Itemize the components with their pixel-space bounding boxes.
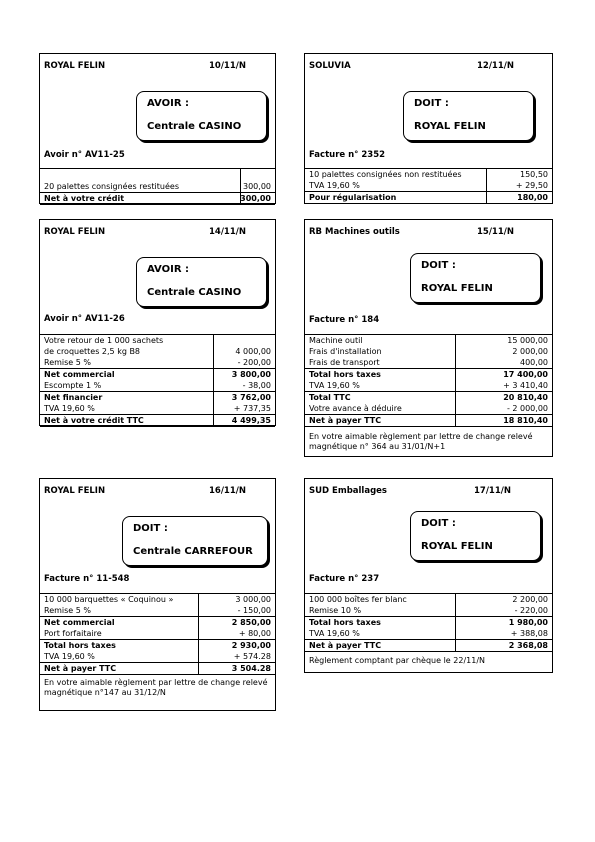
table-row (40, 594, 275, 605)
row-label: TVA 19,60 % (309, 629, 360, 638)
document-header (305, 479, 552, 499)
address-name: Centrale CASINO (147, 121, 242, 132)
row-label: Escompte 1 % (44, 381, 102, 390)
table-row (40, 192, 275, 204)
address-type: DOIT : (133, 523, 168, 534)
row-value: - 2 000,00 (506, 404, 548, 413)
row-value: - 38,00 (242, 381, 271, 390)
table-row (305, 628, 552, 639)
table-row (40, 346, 275, 357)
address-type: AVOIR : (147, 264, 190, 275)
table-row (40, 357, 275, 368)
row-value: + 3 410,40 (503, 381, 548, 390)
table-row (305, 616, 552, 628)
table-row (40, 391, 275, 403)
row-value: 3 762,00 (231, 393, 271, 402)
document-date: 16/11/N (209, 486, 246, 496)
company-name: RB Machines outils (309, 227, 400, 237)
address-type: DOIT : (414, 98, 449, 109)
document-header (305, 220, 552, 240)
row-value: 15 000,00 (507, 336, 548, 345)
document-facture-2352 (304, 53, 553, 204)
row-label: de croquettes 2,5 kg B8 (44, 347, 141, 356)
row-label: Frais de transport (309, 358, 380, 367)
table-row (40, 335, 275, 346)
document-header (305, 54, 552, 74)
row-value: + 80,00 (238, 629, 271, 638)
row-label: Total hors taxes (309, 618, 381, 627)
address-box (410, 511, 541, 561)
table-row (305, 191, 552, 203)
row-label: Net à payer TTC (309, 641, 382, 650)
document-date: 15/11/N (477, 227, 514, 237)
table-row (305, 605, 552, 616)
row-value: + 29,50 (515, 181, 548, 190)
row-label: TVA 19,60 % (309, 381, 360, 390)
document-reference: Avoir n° AV11-26 (44, 314, 125, 324)
document-avoir-av11-26 (39, 219, 276, 426)
row-value: + 737,35 (233, 404, 271, 413)
row-value: 2 930,00 (231, 641, 271, 650)
address-box (403, 91, 534, 141)
table-row (305, 414, 552, 426)
row-value: - 150,00 (237, 606, 271, 615)
table-row (305, 346, 552, 357)
address-box (136, 257, 267, 307)
row-label: Machine outil (309, 336, 363, 345)
row-label: Pour régularisation (309, 193, 397, 202)
table-row (305, 380, 552, 391)
row-label: Net à payer TTC (309, 416, 382, 425)
document-date: 12/11/N (477, 61, 514, 71)
company-name: ROYAL FELIN (44, 61, 106, 71)
table-row (305, 357, 552, 368)
row-label: Remise 5 % (44, 606, 92, 615)
address-type: AVOIR : (147, 98, 190, 109)
row-value: 3 800,00 (231, 370, 271, 379)
table-row (40, 368, 275, 380)
row-label: TVA 19,60 % (44, 404, 95, 413)
table-row (40, 414, 275, 426)
document-reference: Facture n° 237 (309, 574, 380, 584)
company-name: ROYAL FELIN (44, 227, 106, 237)
row-value: + 574.28 (233, 652, 271, 661)
row-label: Net à votre crédit TTC (44, 416, 144, 425)
table-row (305, 180, 552, 191)
row-value: 4 000,00 (235, 347, 271, 356)
row-label: 10 palettes consignées non restituées (309, 170, 462, 179)
document-avoir-av11-25 (39, 53, 276, 204)
table-row (305, 391, 552, 403)
address-type: DOIT : (421, 518, 456, 529)
row-label: Total hors taxes (309, 370, 381, 379)
row-label: Frais d'installation (309, 347, 382, 356)
row-value: 17 400,00 (503, 370, 548, 379)
row-value: 150,50 (520, 170, 548, 179)
amounts-table (305, 593, 552, 652)
row-label: Net commercial (44, 618, 115, 627)
row-value: 2 368,08 (508, 641, 548, 650)
row-label: Total TTC (309, 393, 351, 402)
row-label: 20 palettes consignées restituées (44, 182, 179, 191)
address-box (136, 91, 267, 141)
row-value: 400,00 (520, 358, 548, 367)
table-row (40, 181, 275, 192)
address-box (410, 253, 541, 303)
document-date: 17/11/N (474, 486, 511, 496)
payment-note: En votre aimable règlement par lettre de change relevé magnétique n° 364 au 31/01/N+1 (309, 432, 533, 451)
row-value: 20 810,40 (503, 393, 548, 402)
address-type: DOIT : (421, 260, 456, 271)
row-label: Votre avance à déduire (309, 404, 402, 413)
table-row (305, 403, 552, 414)
row-value: 2 850,00 (231, 618, 271, 627)
row-label: Net à votre crédit (44, 194, 125, 203)
document-date: 10/11/N (209, 61, 246, 71)
company-name: ROYAL FELIN (44, 486, 106, 496)
row-label: Remise 5 % (44, 358, 92, 367)
row-value: 300,00 (243, 182, 271, 191)
row-value: - 200,00 (237, 358, 271, 367)
row-label: Port forfaitaire (44, 629, 102, 638)
address-name: Centrale CARREFOUR (133, 546, 253, 557)
table-row (40, 616, 275, 628)
table-row (40, 628, 275, 639)
document-header (40, 479, 275, 499)
row-value: 300,00 (240, 194, 271, 203)
row-label: 10 000 barquettes « Coquinou » (44, 595, 174, 604)
document-reference: Facture n° 184 (309, 315, 380, 325)
company-name: SUD Emballages (309, 486, 387, 496)
address-name: ROYAL FELIN (414, 121, 486, 132)
row-label: Remise 10 % (309, 606, 362, 615)
company-name: SOLUVIA (309, 61, 351, 71)
table-row (305, 639, 552, 651)
row-label: Votre retour de 1 000 sachets (44, 336, 164, 345)
document-date: 14/11/N (209, 227, 246, 237)
table-row (40, 639, 275, 651)
row-label: Net à payer TTC (44, 664, 117, 673)
row-value: 18 810,40 (503, 416, 548, 425)
document-header (40, 54, 275, 74)
table-row (40, 651, 275, 662)
table-row (305, 594, 552, 605)
row-label: TVA 19,60 % (44, 652, 95, 661)
row-label: Total hors taxes (44, 641, 116, 650)
address-box (122, 516, 268, 566)
payment-note: En votre aimable règlement par lettre de change relevé magnétique n°147 au 31/12/N (44, 678, 268, 697)
row-value: 2 200,00 (512, 595, 548, 604)
document-header (40, 220, 275, 240)
amounts-table (305, 168, 552, 204)
document-facture-237 (304, 478, 553, 673)
table-row (40, 403, 275, 414)
amounts-table (40, 593, 275, 675)
table-row (40, 605, 275, 616)
amounts-table (40, 168, 275, 205)
address-name: ROYAL FELIN (421, 283, 493, 294)
amounts-table (40, 334, 275, 427)
row-label: 100 000 boîtes fer blanc (309, 595, 407, 604)
table-row (305, 368, 552, 380)
row-value: 4 499,35 (231, 416, 271, 425)
row-value: - 220,00 (514, 606, 548, 615)
row-label: Net financier (44, 393, 103, 402)
table-row (305, 169, 552, 180)
table-row (305, 335, 552, 346)
row-value: 2 000,00 (512, 347, 548, 356)
row-value: 3 000,00 (235, 595, 271, 604)
row-value: 180,00 (517, 193, 548, 202)
document-facture-184 (304, 219, 553, 457)
row-label: Net commercial (44, 370, 115, 379)
document-facture-11-548 (39, 478, 276, 711)
document-reference: Facture n° 11-548 (44, 574, 130, 584)
row-value: 3 504.28 (231, 664, 271, 673)
table-row (40, 380, 275, 391)
row-value: + 388,08 (510, 629, 548, 638)
document-reference: Facture n° 2352 (309, 150, 386, 160)
address-name: ROYAL FELIN (421, 541, 493, 552)
amounts-table (305, 334, 552, 427)
row-label: TVA 19,60 % (309, 181, 360, 190)
payment-note: Règlement comptant par chèque le 22/11/N (309, 656, 485, 665)
document-reference: Avoir n° AV11-25 (44, 150, 125, 160)
table-row (40, 662, 275, 674)
address-name: Centrale CASINO (147, 287, 242, 298)
row-value: 1 980,00 (508, 618, 548, 627)
